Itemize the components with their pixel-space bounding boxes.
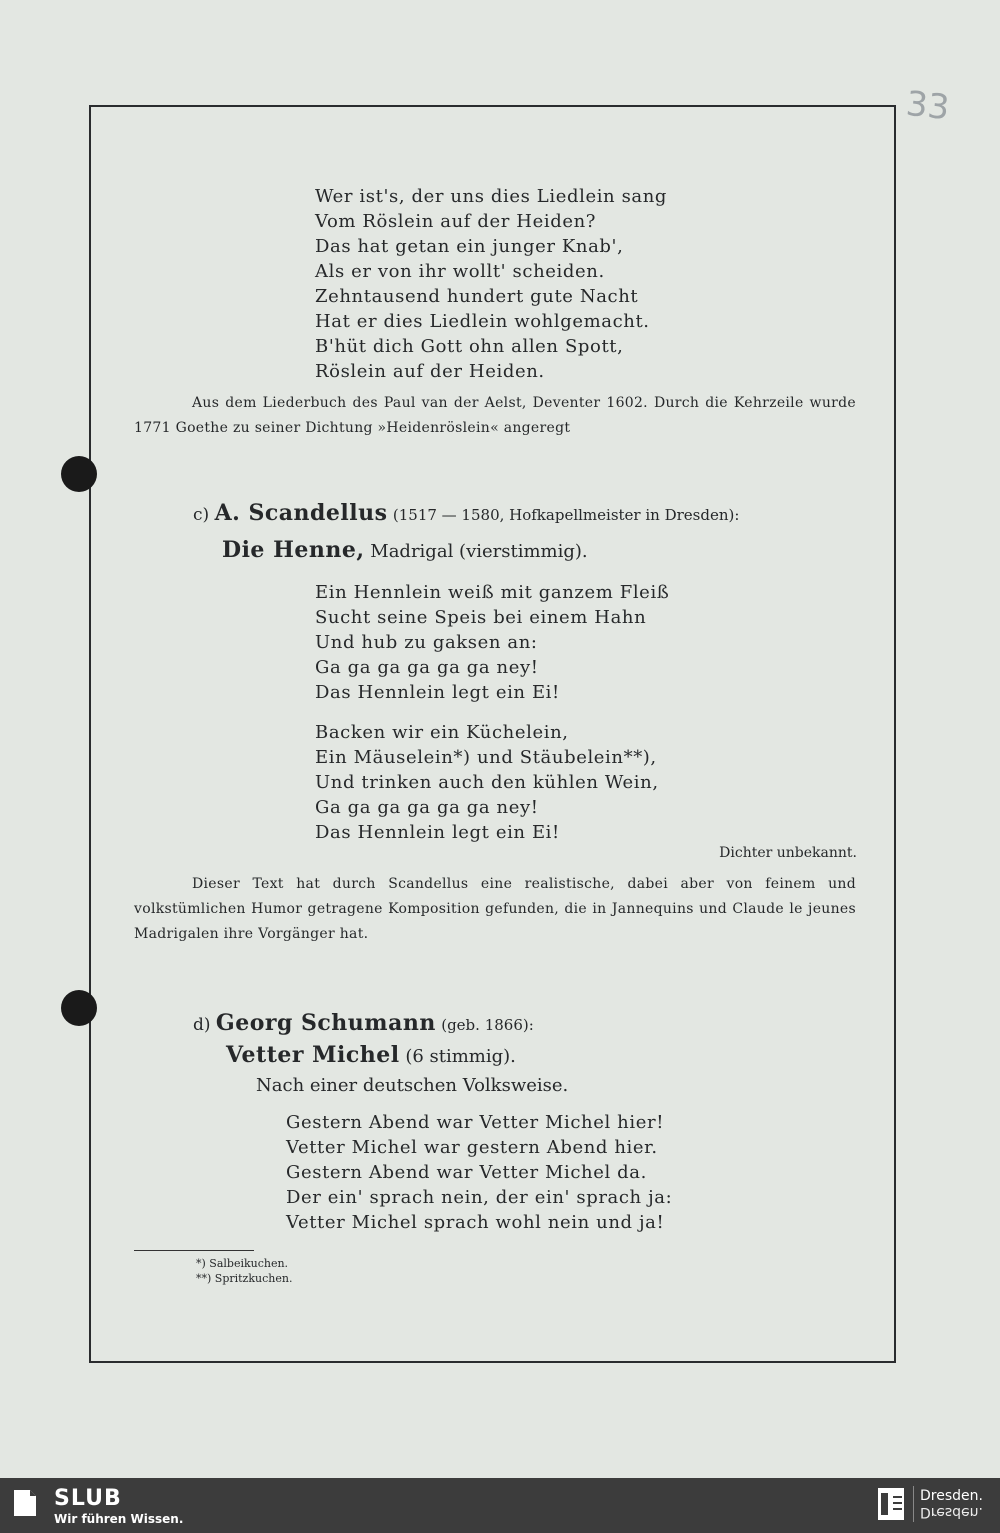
henne-stanza-1 bbox=[315, 580, 669, 705]
henne-stanza-2 bbox=[315, 720, 659, 845]
punch-hole-bottom bbox=[61, 990, 97, 1026]
verse-line: Das Hennlein legt ein Ei! bbox=[315, 682, 560, 703]
slub-tagline: Wir führen Wissen. bbox=[54, 1512, 184, 1526]
piece-title-henne bbox=[222, 537, 588, 563]
verse-line: Vetter Michel sprach wohl nein und ja! bbox=[286, 1212, 665, 1233]
verse-line: Zehntausend hundert gute Nacht bbox=[315, 286, 639, 307]
dresden-coat-of-arms-icon bbox=[877, 1487, 905, 1521]
commentary-note: Dieser Text hat durch Scandellus eine realistische, dabei aber von feinem und volkstümlichen Humor getragene Komposition gefunden, die in Jannequins und Claude le jeunes Madrigalen ihre Vorgänger hat. bbox=[134, 876, 856, 942]
piece-source: Nach einer deutschen Volksweise. bbox=[256, 1075, 569, 1096]
composer-info: (1517 — 1580, Hofkapellmeister in Dresden): bbox=[392, 506, 740, 524]
section-c-heading bbox=[193, 500, 739, 526]
verse-line: Ein Hennlein weiß mit ganzem Fleiß bbox=[315, 582, 670, 603]
dresden-label: Dresden. bbox=[920, 1488, 983, 1504]
slub-name: SLUB bbox=[54, 1486, 122, 1511]
verse-line: Vetter Michel war gestern Abend hier. bbox=[286, 1137, 658, 1158]
piece-subtitle: Madrigal (vierstimmig). bbox=[370, 541, 588, 562]
footer-bar bbox=[0, 1478, 1000, 1533]
verse-line: Und trinken auch den kühlen Wein, bbox=[315, 772, 659, 793]
verse-line: Gestern Abend war Vetter Michel hier! bbox=[286, 1112, 665, 1133]
author-credit: Dichter unbekannt. bbox=[719, 845, 857, 861]
slub-logo-icon bbox=[12, 1488, 38, 1518]
verse-line: Wer ist's, der uns dies Liedlein sang bbox=[315, 186, 668, 207]
footnote: **) Spritzkuchen. bbox=[196, 1272, 293, 1285]
piece-title-vetter-michel bbox=[226, 1042, 516, 1068]
composer-schumann: Georg Schumann bbox=[215, 1010, 436, 1036]
source-note: Aus dem Liederbuch des Paul van der Aelst, Deventer 1602. Durch die Kehrzeile wurde 1771 Goethe zu seiner Dichtung »Heidenröslein« angeregt bbox=[134, 395, 856, 436]
section-c-label: c) bbox=[193, 505, 210, 525]
piece-subtitle: (6 stimmig). bbox=[405, 1046, 516, 1067]
verse-line: Das Hennlein legt ein Ei! bbox=[315, 822, 560, 843]
dresden-label-mirrored: Dresden. bbox=[920, 1504, 983, 1520]
verse-line: Backen wir ein Küchelein, bbox=[315, 722, 569, 743]
verse-line: Röslein auf der Heiden. bbox=[315, 361, 545, 382]
composer-info: (geb. 1866): bbox=[441, 1016, 534, 1034]
footnotes bbox=[196, 1256, 292, 1286]
verse-line: Und hub zu gaksen an: bbox=[315, 632, 538, 653]
verse-heidenroeslein bbox=[315, 184, 667, 384]
footnote-divider bbox=[134, 1250, 254, 1251]
page-number: 33 bbox=[904, 83, 952, 129]
punch-hole-top bbox=[61, 456, 97, 492]
composer-scandellus: A. Scandellus bbox=[214, 500, 388, 526]
verse-line: Als er von ihr wollt' scheiden. bbox=[315, 261, 605, 282]
verse-line: B'hüt dich Gott ohn allen Spott, bbox=[315, 336, 624, 357]
verse-line: Das hat getan ein junger Knab', bbox=[315, 236, 624, 257]
verse-line: Ga ga ga ga ga ga ney! bbox=[315, 657, 539, 678]
verse-line: Sucht seine Speis bei einem Hahn bbox=[315, 607, 647, 628]
section-d-label: d) bbox=[193, 1015, 211, 1035]
section-d-heading bbox=[193, 1010, 534, 1036]
vetter-michel-stanza bbox=[286, 1110, 672, 1235]
verse-line: Ein Mäuselein*) und Stäubelein**), bbox=[315, 747, 657, 768]
footer-separator bbox=[913, 1486, 914, 1522]
verse-line: Ga ga ga ga ga ga ney! bbox=[315, 797, 539, 818]
verse-line: Hat er dies Liedlein wohlgemacht. bbox=[315, 311, 650, 332]
footnote: *) Salbeikuchen. bbox=[196, 1257, 289, 1270]
piece-title: Vetter Michel bbox=[226, 1042, 400, 1068]
verse-line: Gestern Abend war Vetter Michel da. bbox=[286, 1162, 647, 1183]
piece-title: Die Henne, bbox=[222, 537, 365, 563]
verse-line: Vom Röslein auf der Heiden? bbox=[315, 211, 597, 232]
verse-line: Der ein' sprach nein, der ein' sprach ja: bbox=[286, 1187, 673, 1208]
